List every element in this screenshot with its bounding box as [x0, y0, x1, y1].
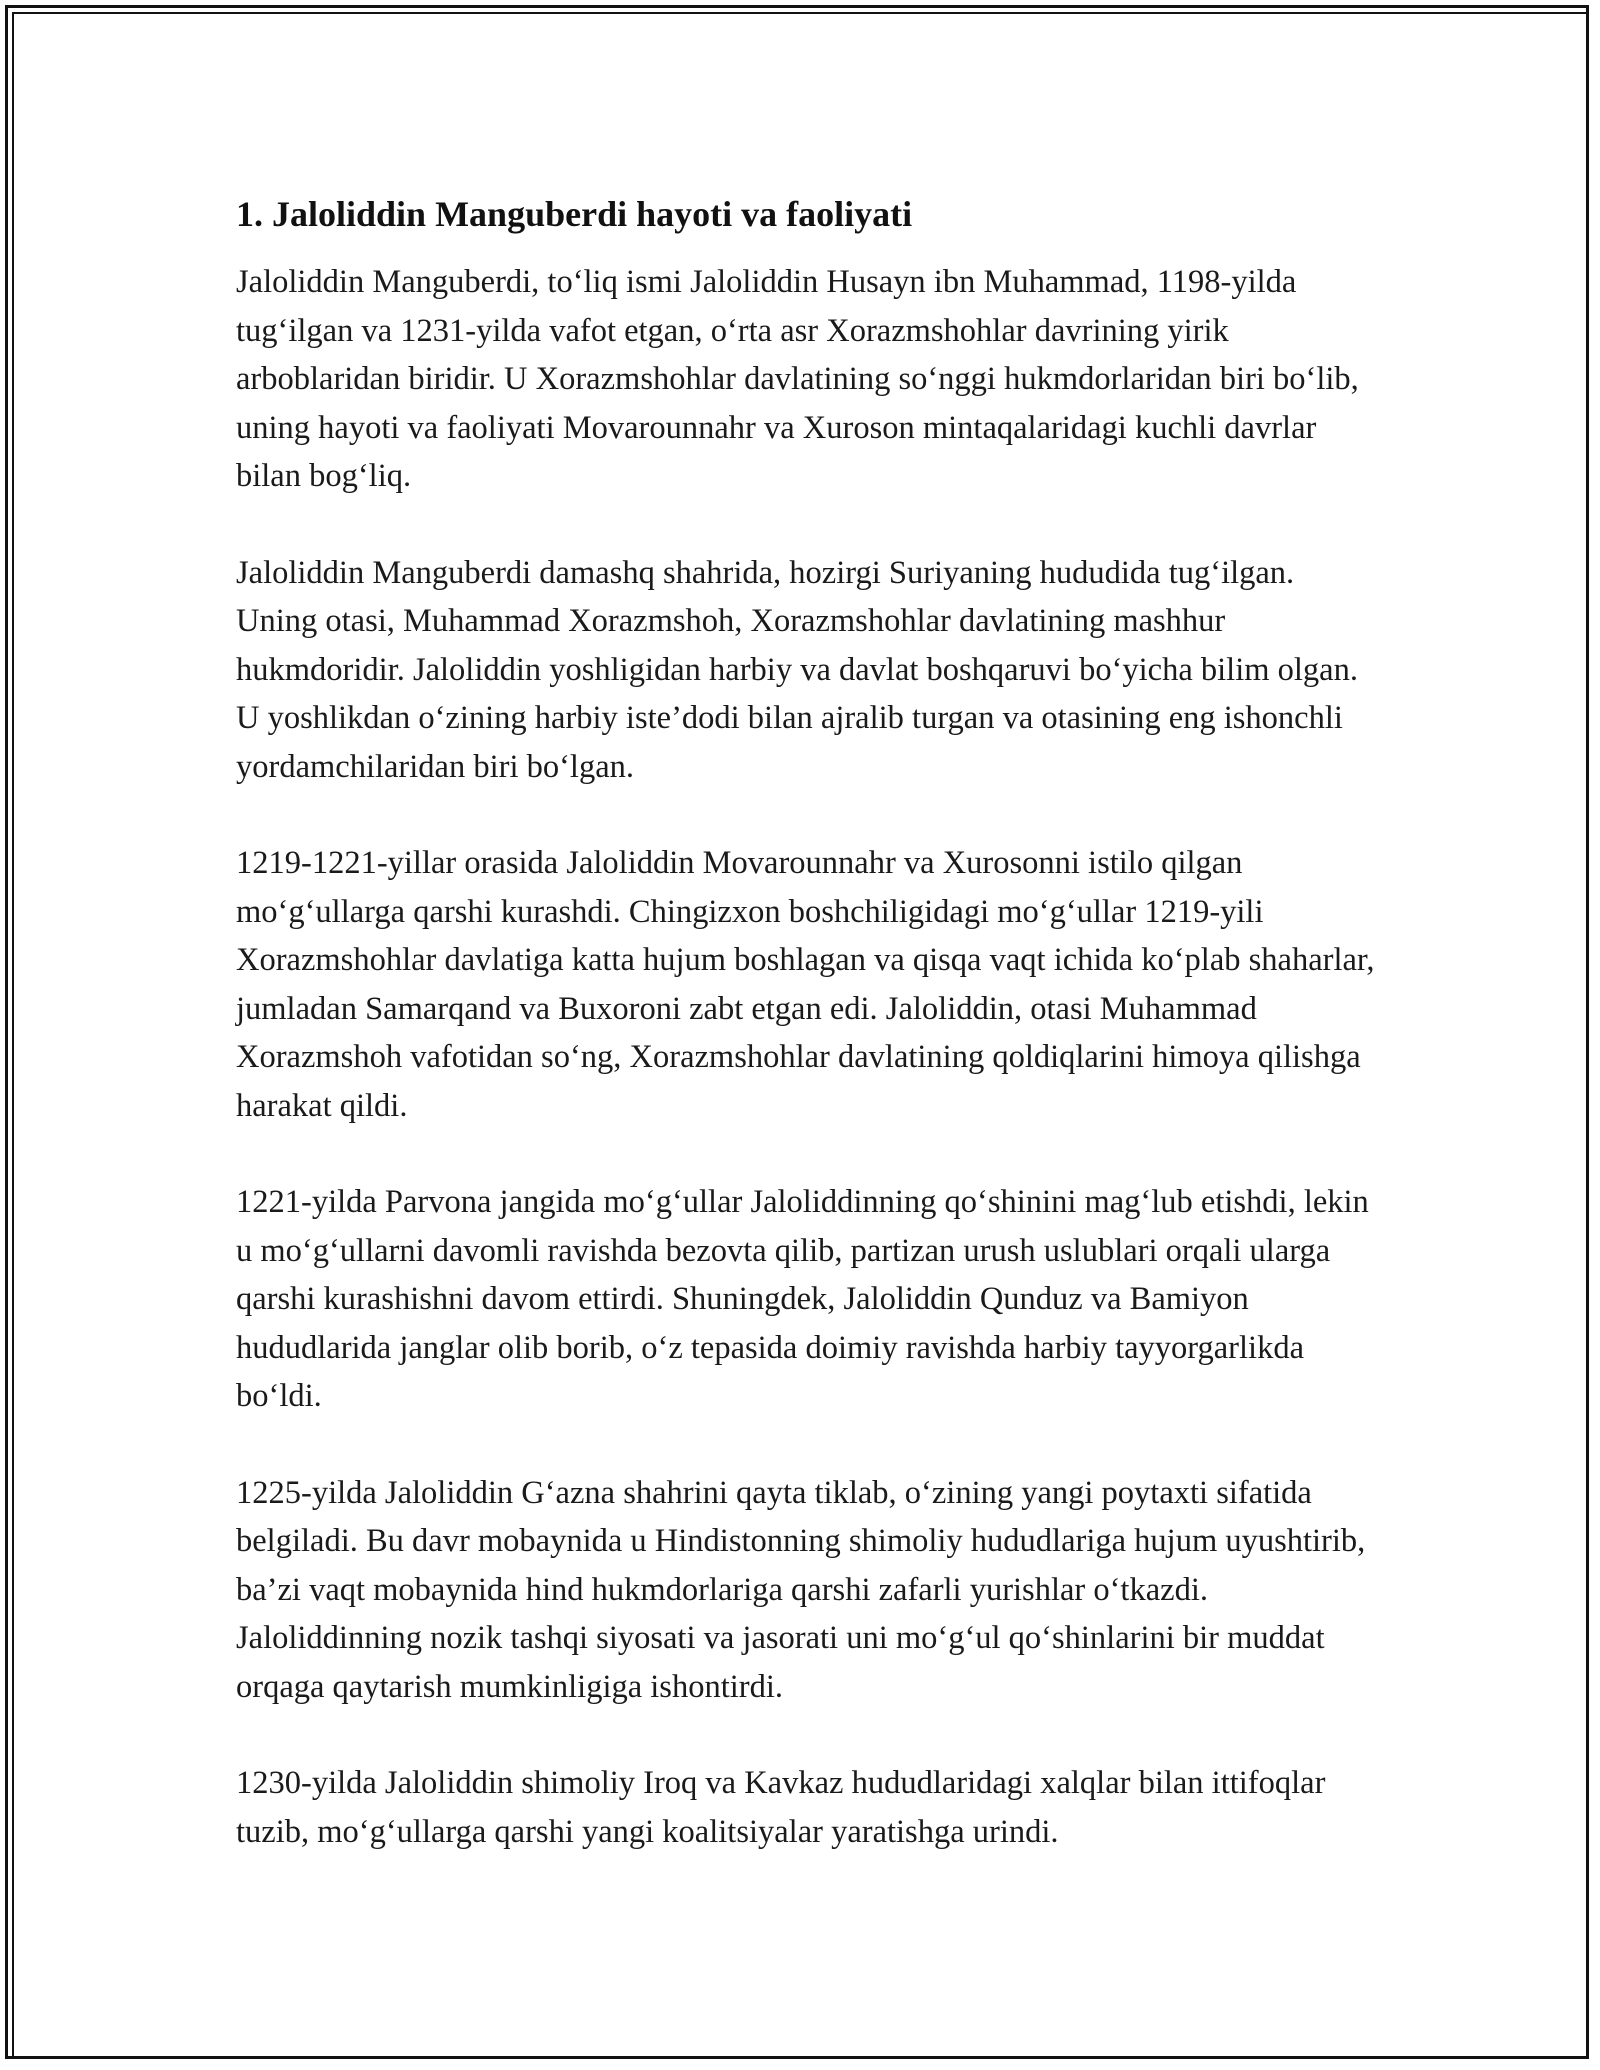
paragraph-2: Jaloliddin Manguberdi damashq shahrida, hozirgi Suriyaning hududida tug‘ilgan. Uning otasi, Muhammad Xorazmshoh, Xorazmshohlar davlatining mashhur hukmdoridir. Jaloliddin yoshligidan harbiy va davlat boshqaruvi bo‘yicha bilim olgan. U yoshlikdan o‘zining harbiy iste’dodi bilan ajralib turgan va otasining eng ishonchli yordamchilaridan biri bo‘lgan.: [236, 554, 1358, 785]
paragraph-5: 1225-yilda Jaloliddin G‘azna shahrini qayta tiklab, o‘zining yangi poytaxti sifatida belgiladi. Bu davr mobaynida u Hindistonning shimoliy hududlariga hujum uyushtirib, ba’zi vaqt mobaynida hind hukmdorlariga qarshi zafarli yurishlar o‘tkazdi. Jaloliddinning nozik tashqi siyosati va jasorati uni mo‘g‘ul qo‘shinlarini bir muddat orqaga qaytarish mumkinligiga ishontirdi.: [236, 1474, 1366, 1705]
paragraph-3: 1219-1221-yillar orasida Jaloliddin Movarounnahr va Xurosonni istilo qilgan mo‘g‘ullarga qarshi kurashdi. Chingizxon boshchiligidagi mo‘g‘ullar 1219-yili Xorazmshohlar davlatiga katta hujum boshlagan va qisqa vaqt ichida ko‘plab shaharlar, jumladan Samarqand va Buxoroni zabt etgan edi. Jaloliddin, otasi Muhammad Xorazmshoh vafotidan so‘ng, Xorazmshohlar davlatining qoldiqlarini himoya qilishga harakat qildi.: [236, 845, 1375, 1124]
paragraph-1: Jaloliddin Manguberdi, to‘liq ismi Jaloliddin Husayn ibn Muhammad, 1198-yilda tug‘ilgan va 1231-yilda vafot etgan, o‘rta asr Xorazmshohlar davrining yirik arboblaridan biridir. U Xorazmshohlar davlatining so‘nggi hukmdorlaridan biri bo‘lib, uning hayoti va faoliyati Movarounnahr va Xuroson mintaqalaridagi kuchli davrlar bilan bog‘liq.: [236, 264, 1359, 494]
paragraph-4: 1221-yilda Parvona jangida mo‘g‘ullar Jaloliddinning qo‘shinini mag‘lub etishdi, lekin u mo‘g‘ullarni davomli ravishda bezovta qilib, partizan urush uslublari orqali ularga qarshi kurashishni davom ettirdi. Shuningdek, Jaloliddin Qunduz va Bamiyon hududlarida janglar olib borib, o‘z tepasida doimiy ravishda harbiy tayyorgarlikda bo‘ldi.: [236, 1184, 1369, 1414]
section-heading: 1. Jaloliddin Manguberdi hayoti va faoliyati: [236, 194, 913, 234]
paragraph-6: 1230-yilda Jaloliddin shimoliy Iroq va Kavkaz hududlaridagi xalqlar bilan ittifoqlar tuzib, mo‘g‘ullarga qarshi yangi koalitsiyalar yaratishga urindi.: [236, 1765, 1326, 1850]
document-body: [236, 190, 1376, 1904]
